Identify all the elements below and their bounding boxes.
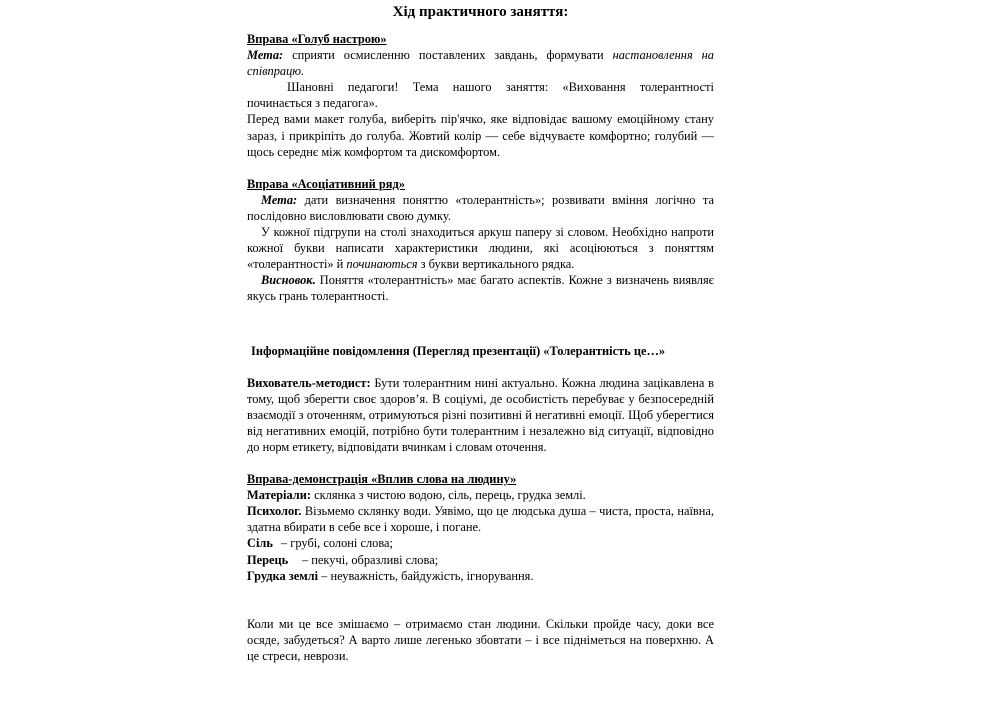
- goal-text: дати визначення поняттю «толерантність»; розвивати вміння логічно та послідовно висловлювати свою думку.: [247, 192, 714, 223]
- instructions-end: з букви вертикального рядка.: [417, 257, 575, 272]
- conclusion-label: Висновок.: [261, 273, 316, 288]
- salt-label: Сіль: [247, 536, 273, 551]
- exercise-associative-goal: [247, 192, 714, 224]
- salt-text: – грубі, солоні слова;: [281, 536, 393, 551]
- exercise-demo-heading: Вправа-демонстрація «Вплив слова на людину»: [247, 472, 517, 487]
- instructions-italic: починаються: [346, 257, 418, 272]
- goal-text: сприяти осмисленню поставлених завдань, формувати: [283, 48, 613, 63]
- exercise-demo-final: Коли ми це все змішаємо – отримаємо стан людини. Скільки пройде часу, доки все осяде, забудеться? А варто лише легенько збовтати – і все підніметься на поверхню. А це стреси, неврози.: [247, 616, 714, 663]
- exercise-associative-conclusion: [247, 272, 714, 304]
- instructions-start: У кожної підгрупи на столі знаходиться аркуш паперу зі словом. Необхідно напроти кожної букви написати характеристики людини, які асоціюються з поняттям «толерантності» й: [247, 225, 714, 272]
- exercise-demo-materials: [247, 487, 714, 503]
- exercise-pigeon-intro: Шановні педагоги! Тема нашого заняття: «Виховання толерантності починається з педагога».: [247, 80, 714, 111]
- materials-label: Матеріали:: [247, 488, 312, 503]
- conclusion-text: Поняття «толерантність» має багато аспектів. Кожне з визначень виявляє якусь грань толерантності.: [247, 273, 714, 304]
- exercise-demo-pepper: [247, 552, 714, 568]
- exercise-demo-salt: [247, 535, 714, 551]
- psychologist-label: Психолог.: [247, 504, 302, 519]
- exercise-pigeon-instructions: Перед вами макет голуба, виберіть пір'ячко, яке відповідає вашому емоційному стану зараз, і прикріпіть до голуба. Жовтий колір — себе відчуваєте комфортно; голубий — щось середнє між комфортом та дискомфортом.: [247, 112, 714, 159]
- document-page: [247, 0, 714, 664]
- speaker-label: Вихователь-методист:: [247, 375, 371, 390]
- pepper-label: Перець: [247, 552, 289, 567]
- earth-label: Грудка землі: [247, 568, 319, 583]
- earth-text: – неуважність, байдужість, ігнорування.: [318, 568, 534, 583]
- pepper-text: – пекучі, образливі слова;: [302, 552, 439, 567]
- exercise-demo-earth: [247, 568, 714, 584]
- info-message-text: [247, 375, 714, 455]
- exercise-associative-instructions: [247, 224, 714, 272]
- exercise-demo-psychologist: [247, 503, 714, 535]
- page-title: Хід практичного заняття:: [392, 4, 569, 20]
- psychologist-text: Візьмемо склянку води. Уявімо, що це людська душа – чиста, проста, наївна, здатна вбирати в себе все і хороше, і погане.: [247, 504, 714, 535]
- goal-label: Мета:: [247, 48, 284, 63]
- exercise-pigeon-heading: Вправа «Голуб настрою»: [247, 32, 387, 46]
- exercise-pigeon-goal: [247, 47, 714, 79]
- exercise-associative-heading: Вправа «Асоціативний ряд»: [247, 176, 405, 191]
- goal-label: Мета:: [261, 192, 298, 207]
- materials-text: склянка з чистою водою, сіль, перець, грудка землі.: [311, 488, 586, 503]
- goal-italic-text: настановлення на співпрацю.: [247, 48, 714, 79]
- speaker-text: Бути толерантним нині актуально. Кожна людина зацікавлена в тому, щоб зберегти своє здоров’я. В соціумі, де особистість перебуває у безпосередній взаємодії з оточенням, отримуються різні позитивні й негативні емоції. Щоб уберегтися від негативних емоцій, потрібно бути толерантним і незалежно від ситуації, відповідно до норм етикету, відповідати вчинкам і словам оточення.: [247, 375, 714, 454]
- info-message-heading: Інформаційне повідомлення (Перегляд презентації) «Толерантність це…»: [251, 343, 666, 358]
